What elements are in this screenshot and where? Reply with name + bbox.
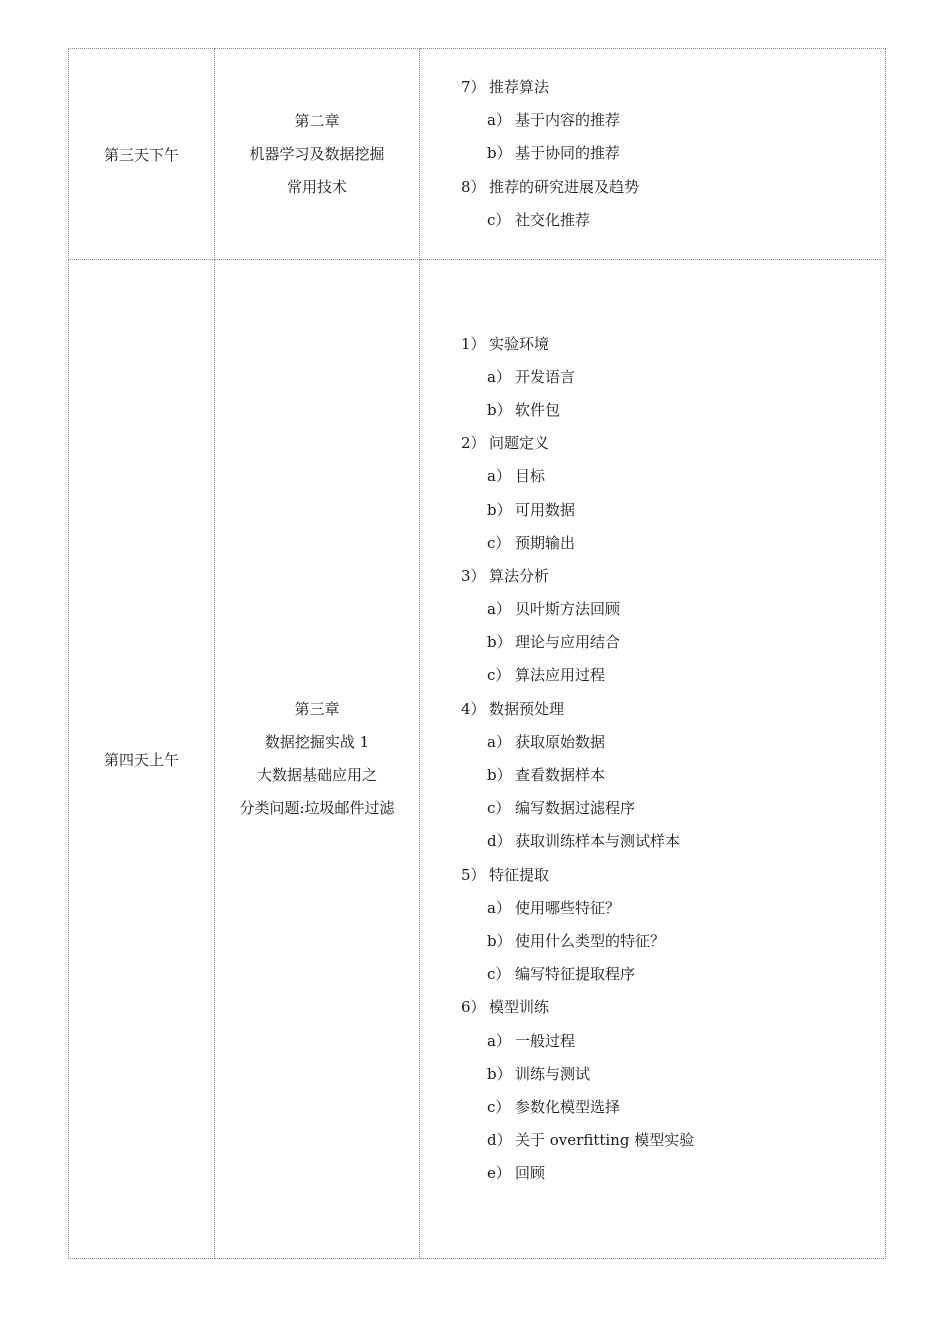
item-marker: b） — [487, 500, 512, 519]
item-text: 可用数据 — [515, 500, 576, 519]
subtopic-item — [461, 527, 885, 560]
subtopic-item — [461, 759, 885, 792]
subtopic-item — [461, 659, 885, 692]
item-marker: c） — [487, 965, 511, 984]
item-text: 训练与测试 — [515, 1064, 591, 1083]
item-text: 推荐算法 — [489, 78, 550, 97]
item-marker: a） — [487, 367, 511, 386]
topic-item — [461, 560, 885, 593]
item-text: 预期输出 — [515, 533, 576, 552]
chapter-title-line: 分类问题:垃圾邮件过滤 — [239, 799, 395, 817]
item-text: 算法分析 — [489, 566, 550, 585]
item-text: 关于 overfitting 模型实验 — [515, 1131, 695, 1150]
chapter-title-line: 大数据基础应用之 — [256, 766, 377, 784]
subtopic-item — [461, 958, 885, 991]
subtopic-item — [461, 825, 885, 858]
subtopic-item — [461, 1124, 885, 1157]
topic-item — [461, 859, 885, 892]
item-marker: a） — [487, 600, 511, 619]
chapter-title-lines — [215, 693, 419, 825]
subtopic-item — [461, 137, 885, 170]
chapter-cell — [215, 49, 420, 260]
item-marker: 6） — [461, 998, 486, 1017]
content-list — [420, 71, 885, 237]
item-marker: e） — [487, 1164, 511, 1183]
topic-item — [461, 427, 885, 460]
item-text: 软件包 — [515, 400, 561, 419]
item-marker: 2） — [461, 434, 486, 453]
item-text: 社交化推荐 — [515, 210, 591, 229]
item-text: 编写数据过滤程序 — [515, 799, 636, 818]
chapter-title-line: 数据挖掘实战 1 — [264, 733, 370, 751]
content-list — [420, 328, 885, 1191]
content-cell — [420, 49, 886, 260]
item-marker: c） — [487, 210, 511, 229]
subtopic-item — [461, 726, 885, 759]
content-cell — [420, 260, 886, 1259]
item-text: 获取训练样本与测试样本 — [515, 832, 681, 851]
schedule-row — [69, 260, 886, 1259]
subtopic-item — [461, 925, 885, 958]
subtopic-item — [461, 104, 885, 137]
item-text: 贝叶斯方法回顾 — [515, 600, 621, 619]
subtopic-item — [461, 394, 885, 427]
item-text: 理论与应用结合 — [515, 633, 621, 652]
item-text: 基于协同的推荐 — [515, 144, 621, 163]
item-text: 开发语言 — [515, 367, 576, 386]
item-marker: c） — [487, 1097, 511, 1116]
subtopic-item — [461, 460, 885, 493]
item-marker: a） — [487, 1031, 511, 1050]
item-marker: 3） — [461, 566, 486, 585]
item-text: 参数化模型选择 — [515, 1097, 621, 1116]
item-marker: a） — [487, 111, 511, 130]
item-text: 查看数据样本 — [515, 766, 606, 784]
item-marker: 7） — [461, 78, 486, 97]
subtopic-item — [461, 593, 885, 626]
item-marker: b） — [487, 633, 512, 652]
item-marker: 8） — [461, 177, 486, 196]
item-text: 特征提取 — [489, 865, 550, 884]
item-marker: b） — [487, 1064, 512, 1083]
item-marker: d） — [487, 1131, 512, 1150]
topic-item — [461, 171, 885, 204]
subtopic-item — [461, 494, 885, 527]
item-marker: d） — [487, 832, 512, 851]
time-cell: 第四天上午 — [69, 260, 215, 1259]
subtopic-item — [461, 361, 885, 394]
item-marker: a） — [487, 467, 511, 486]
chapter-title-lines — [215, 105, 419, 204]
topic-item — [461, 71, 885, 104]
subtopic-item — [461, 204, 885, 237]
chapter-title-line: 第二章 — [294, 111, 340, 130]
item-marker: a） — [487, 732, 511, 751]
item-text: 回顾 — [515, 1164, 546, 1183]
item-marker: c） — [487, 666, 511, 685]
chapter-title-line: 第三章 — [294, 700, 340, 718]
chapter-cell — [215, 260, 420, 1259]
subtopic-item — [461, 792, 885, 825]
item-text: 实验环境 — [489, 334, 550, 353]
topic-item — [461, 693, 885, 726]
topic-item — [461, 991, 885, 1024]
schedule-table — [68, 48, 886, 1259]
item-marker: b） — [487, 144, 512, 163]
topic-item — [461, 328, 885, 361]
item-text: 算法应用过程 — [515, 666, 606, 685]
subtopic-item — [461, 1157, 885, 1190]
item-text: 推荐的研究进展及趋势 — [489, 177, 640, 196]
subtopic-item — [461, 1058, 885, 1091]
time-cell: 第三天下午 — [69, 49, 215, 260]
item-marker: b） — [487, 931, 512, 950]
schedule-row — [69, 49, 886, 260]
item-text: 编写特征提取程序 — [515, 965, 636, 984]
item-marker: b） — [487, 400, 512, 419]
item-text: 数据预处理 — [489, 699, 565, 718]
item-text: 基于内容的推荐 — [515, 111, 621, 130]
item-marker: 4） — [461, 699, 486, 718]
item-text: 使用哪些特征？ — [515, 898, 621, 917]
item-marker: c） — [487, 799, 511, 818]
subtopic-item — [461, 1091, 885, 1124]
item-text: 获取原始数据 — [515, 732, 606, 751]
item-text: 一般过程 — [515, 1031, 576, 1050]
chapter-title-line: 常用技术 — [286, 177, 347, 196]
item-marker: c） — [487, 533, 511, 552]
item-text: 目标 — [515, 467, 546, 486]
item-text: 使用什么类型的特征？ — [515, 931, 666, 950]
item-text: 问题定义 — [489, 434, 550, 453]
subtopic-item — [461, 626, 885, 659]
item-marker: b） — [487, 766, 512, 784]
chapter-title-line: 机器学习及数据挖掘 — [249, 144, 385, 163]
subtopic-item — [461, 1025, 885, 1058]
subtopic-item — [461, 892, 885, 925]
item-marker: 1） — [461, 334, 486, 353]
item-marker: a） — [487, 898, 511, 917]
item-marker: 5） — [461, 865, 486, 884]
item-text: 模型训练 — [489, 998, 550, 1017]
